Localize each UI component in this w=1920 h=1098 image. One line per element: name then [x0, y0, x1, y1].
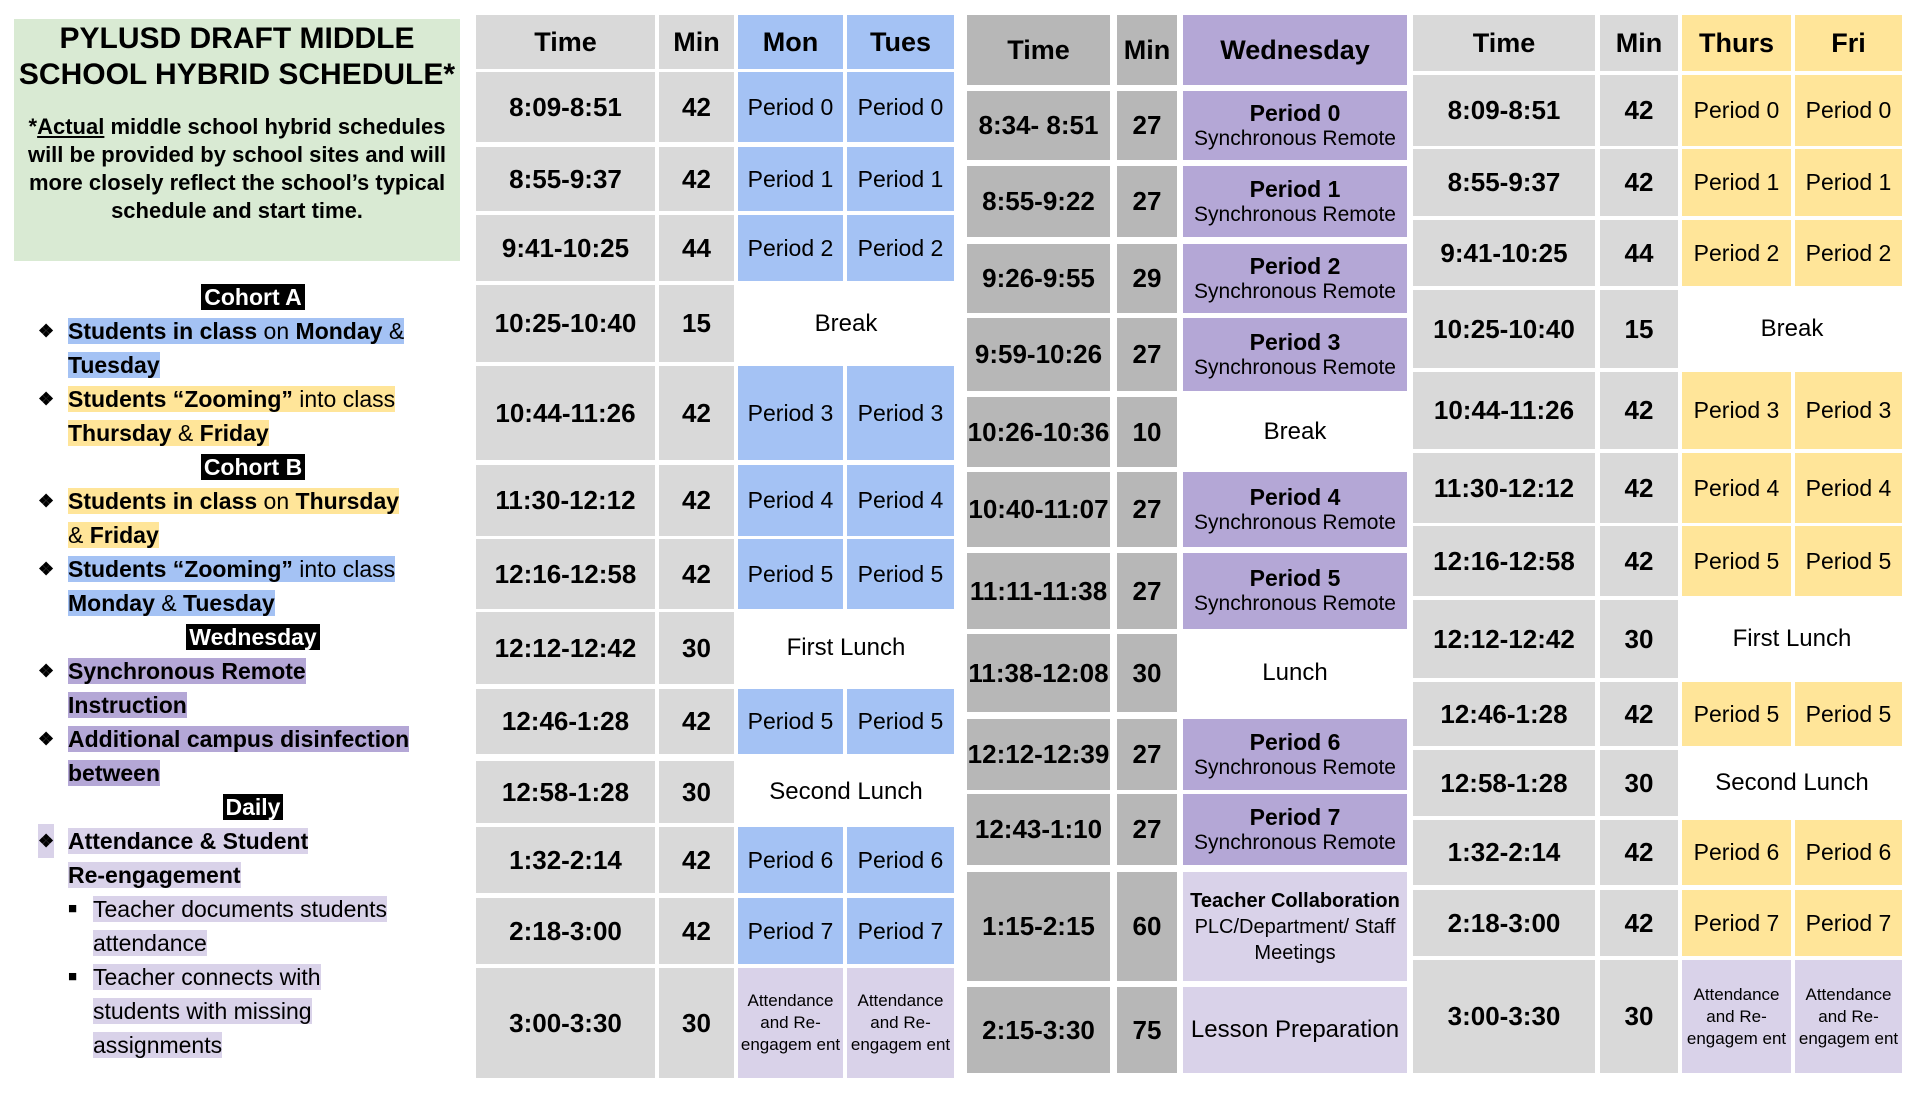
period-mode: Synchronous Remote: [1194, 126, 1396, 150]
period-cell: Period 3: [1682, 372, 1791, 449]
minutes-cell: 42: [659, 465, 734, 536]
period-title: Period 4: [1249, 483, 1341, 510]
title-note: [18, 113, 456, 225]
minutes-cell: 27: [1117, 472, 1177, 547]
square-bullet-icon: ■: [68, 900, 78, 917]
time-cell: 12:12-12:42: [1413, 600, 1595, 678]
period-title: Period 5: [1249, 565, 1341, 591]
collab-title: Teacher Collaboration: [1190, 889, 1400, 912]
time-cell: 12:16-12:58: [476, 539, 655, 609]
period-cell: Period 5: [1795, 526, 1902, 596]
break-cell: First Lunch: [738, 612, 954, 684]
period-cell: Period 0: [1795, 75, 1902, 146]
period-cell: Period 6: [1682, 820, 1791, 885]
period-cell: Period 3: [1795, 372, 1902, 449]
attendance-cell: Attendance and Re-engagem ent: [1682, 960, 1791, 1073]
time-cell: 8:09-8:51: [1413, 75, 1595, 146]
break-cell: First Lunch: [1682, 600, 1902, 678]
thufri-header-1: Min: [1600, 15, 1678, 71]
attendance-cell: Attendance and Re-engagem ent: [738, 968, 843, 1078]
break-cell: Second Lunch: [738, 761, 954, 823]
time-cell: 11:11-11:38: [967, 553, 1110, 629]
legend-header-cohort-b: Cohort B: [38, 450, 468, 484]
period-cell: Period 5: [738, 539, 843, 609]
time-cell: 10:25-10:40: [1413, 290, 1595, 368]
period-cell: Period 5: [1682, 526, 1791, 596]
minutes-cell: 42: [1600, 149, 1678, 216]
wed-header-2: Wednesday: [1183, 15, 1407, 85]
period-cell: Period 3: [738, 366, 843, 460]
collab-detail: PLC/Department/ Staff Meetings: [1194, 915, 1396, 964]
break-cell: Break: [1183, 397, 1407, 467]
period-title: Period 3: [1249, 328, 1341, 355]
period-cell: Period 5: [847, 539, 954, 609]
wed-header-0: Time: [967, 15, 1110, 85]
wed-period-cell: [1183, 166, 1407, 237]
legend-header-wednesday: Wednesday: [38, 620, 468, 654]
break-cell: Break: [738, 285, 954, 362]
time-cell: 8:55-9:22: [967, 166, 1110, 237]
period-cell: Period 1: [1682, 149, 1791, 216]
time-cell: 11:30-12:12: [476, 465, 655, 536]
wed-period-cell: [1183, 318, 1407, 391]
period-cell: Period 0: [1682, 75, 1791, 146]
time-cell: 9:26-9:55: [967, 244, 1110, 313]
period-cell: Period 6: [1795, 820, 1902, 885]
period-cell: Period 5: [1682, 682, 1791, 746]
time-cell: 10:44-11:26: [476, 366, 655, 460]
montue-header-0: Time: [476, 15, 655, 69]
minutes-cell: 42: [1600, 526, 1678, 596]
diamond-bullet-icon: ❖: [38, 729, 55, 749]
time-cell: 12:46-1:28: [476, 689, 655, 754]
period-cell: Period 2: [738, 215, 843, 281]
time-cell: 12:58-1:28: [1413, 750, 1595, 816]
period-title: Period 2: [1249, 252, 1341, 279]
period-cell: Period 6: [738, 827, 843, 893]
period-mode: Synchronous Remote: [1194, 510, 1396, 534]
minutes-cell: 15: [1600, 290, 1678, 368]
minutes-cell: 27: [1117, 91, 1177, 160]
period-cell: Period 2: [847, 215, 954, 281]
minutes-cell: 42: [659, 539, 734, 609]
square-bullet-icon: ■: [68, 968, 78, 985]
minutes-cell: 27: [1117, 553, 1177, 629]
legend-subitem: ■ Teacher connects with students with missing assignments: [38, 960, 468, 1062]
minutes-cell: 42: [659, 366, 734, 460]
period-cell: Period 5: [847, 689, 954, 754]
period-cell: Period 7: [1795, 890, 1902, 956]
wed-period-cell: [1183, 244, 1407, 313]
diamond-bullet-icon: ❖: [38, 824, 54, 858]
time-cell: 12:12-12:42: [476, 612, 655, 684]
minutes-cell: 42: [1600, 890, 1678, 956]
thufri-header-3: Fri: [1795, 15, 1902, 71]
legend-item: ❖ Students in class on Thursday & Friday: [38, 484, 468, 552]
legend-header-daily: Daily: [38, 790, 468, 824]
wed-period-cell: [1183, 719, 1407, 790]
minutes-cell: 60: [1117, 872, 1177, 981]
time-cell: 8:34- 8:51: [967, 91, 1110, 160]
minutes-cell: 29: [1117, 244, 1177, 313]
legend-item: ❖ Students “Zooming” into class Thursday & Friday: [38, 382, 468, 450]
montue-header-2: Mon: [738, 15, 843, 69]
time-cell: 1:15-2:15: [967, 872, 1110, 981]
legend-item: ❖ Additional campus disinfection between: [38, 722, 468, 790]
minutes-cell: 30: [1600, 960, 1678, 1073]
break-cell: Break: [1682, 290, 1902, 368]
note-underlined: Actual: [37, 114, 105, 139]
period-title: Period 0: [1249, 99, 1341, 126]
minutes-cell: 42: [1600, 820, 1678, 885]
time-cell: 3:00-3:30: [476, 968, 655, 1078]
time-cell: 2:15-3:30: [967, 987, 1110, 1073]
period-cell: Period 7: [847, 898, 954, 964]
period-cell: Period 7: [738, 898, 843, 964]
time-cell: 12:46-1:28: [1413, 682, 1595, 746]
time-cell: 12:12-12:39: [967, 719, 1110, 790]
wed-period-cell: [1183, 794, 1407, 865]
minutes-cell: 30: [1600, 600, 1678, 678]
time-cell: 3:00-3:30: [1413, 960, 1595, 1073]
time-cell: 11:30-12:12: [1413, 453, 1595, 523]
minutes-cell: 30: [659, 761, 734, 823]
period-cell: Period 0: [847, 72, 954, 142]
time-cell: 8:55-9:37: [1413, 149, 1595, 216]
time-cell: 1:32-2:14: [476, 827, 655, 893]
period-cell: Period 7: [1682, 890, 1791, 956]
period-cell: Period 5: [738, 689, 843, 754]
wed-period-cell: [1183, 472, 1407, 547]
period-cell: Period 1: [738, 147, 843, 211]
minutes-cell: 27: [1117, 719, 1177, 790]
thufri-header-2: Thurs: [1682, 15, 1791, 71]
period-cell: Period 4: [1795, 453, 1902, 523]
period-title: Period 7: [1249, 803, 1341, 830]
time-cell: 9:41-10:25: [1413, 220, 1595, 286]
time-cell: 10:25-10:40: [476, 285, 655, 362]
attendance-cell: Attendance and Re-engagem ent: [847, 968, 954, 1078]
attendance-cell: Attendance and Re-engagem ent: [1795, 960, 1902, 1073]
minutes-cell: 75: [1117, 987, 1177, 1073]
minutes-cell: 42: [659, 827, 734, 893]
diamond-bullet-icon: ❖: [38, 321, 55, 341]
minutes-cell: 42: [1600, 682, 1678, 746]
wed-header-1: Min: [1117, 15, 1177, 85]
title-box: [14, 19, 460, 261]
wed-period-cell: [1183, 553, 1407, 629]
minutes-cell: 15: [659, 285, 734, 362]
minutes-cell: 30: [1600, 750, 1678, 816]
legend-item: ❖ Students “Zooming” into class Monday & Tuesday: [38, 552, 468, 620]
note-asterisk: *: [28, 114, 38, 139]
period-title: Period 1: [1249, 175, 1341, 202]
period-mode: Synchronous Remote: [1194, 355, 1396, 379]
time-cell: 9:41-10:25: [476, 215, 655, 281]
time-cell: 10:44-11:26: [1413, 372, 1595, 449]
note-text: middle school hybrid schedules will be provided by school sites and will more closely reflect the school’s typical schedule and start time.: [27, 114, 447, 223]
break-cell: Second Lunch: [1682, 750, 1902, 816]
page-title: PYLUSD DRAFT MIDDLE SCHOOL HYBRID SCHEDULE*: [18, 22, 456, 91]
time-cell: 12:43-1:10: [967, 794, 1110, 865]
minutes-cell: 44: [1600, 220, 1678, 286]
minutes-cell: 42: [659, 147, 734, 211]
minutes-cell: 27: [1117, 166, 1177, 237]
period-cell: Period 6: [847, 827, 954, 893]
minutes-cell: 42: [1600, 75, 1678, 146]
time-cell: 12:58-1:28: [476, 761, 655, 823]
period-cell: Period 4: [1682, 453, 1791, 523]
time-cell: 8:09-8:51: [476, 72, 655, 142]
diamond-bullet-icon: ❖: [38, 389, 55, 409]
minutes-cell: 42: [1600, 372, 1678, 449]
time-cell: 9:59-10:26: [967, 318, 1110, 391]
time-cell: 2:18-3:00: [476, 898, 655, 964]
minutes-cell: 27: [1117, 794, 1177, 865]
legend-header-cohort-a: Cohort A: [38, 280, 468, 314]
period-cell: Period 4: [847, 465, 954, 536]
legend-subitem: ■ Teacher documents students attendance: [38, 892, 468, 960]
legend-item: ❖ Synchronous Remote Instruction: [38, 654, 468, 722]
wed-period-cell: [1183, 91, 1407, 160]
period-title: Period 6: [1249, 728, 1341, 755]
period-cell: Period 2: [1795, 220, 1902, 286]
period-mode: Synchronous Remote: [1194, 755, 1396, 779]
period-cell: Period 0: [738, 72, 843, 142]
break-cell: Lunch: [1183, 634, 1407, 712]
period-mode: Synchronous Remote: [1194, 592, 1396, 615]
montue-header-1: Min: [659, 15, 734, 69]
minutes-cell: 42: [1600, 453, 1678, 523]
minutes-cell: 10: [1117, 397, 1177, 467]
minutes-cell: 42: [659, 72, 734, 142]
period-mode: Synchronous Remote: [1194, 830, 1396, 854]
period-cell: Period 1: [847, 147, 954, 211]
time-cell: 10:40-11:07: [967, 472, 1110, 547]
period-cell: Period 2: [1682, 220, 1791, 286]
minutes-cell: 27: [1117, 318, 1177, 391]
period-cell: Period 4: [738, 465, 843, 536]
minutes-cell: 42: [659, 689, 734, 754]
legend-item: ❖ Students in class on Monday & Tuesday: [38, 314, 468, 382]
diamond-bullet-icon: ❖: [38, 559, 55, 579]
minutes-cell: 44: [659, 215, 734, 281]
montue-header-3: Tues: [847, 15, 954, 69]
time-cell: 2:18-3:00: [1413, 890, 1595, 956]
period-cell: Period 3: [847, 366, 954, 460]
thufri-header-0: Time: [1413, 15, 1595, 71]
diamond-bullet-icon: ❖: [38, 661, 55, 681]
minutes-cell: 42: [659, 898, 734, 964]
minutes-cell: 30: [659, 968, 734, 1078]
lesson-prep-cell: Lesson Preparation: [1183, 987, 1407, 1073]
minutes-cell: 30: [1117, 634, 1177, 712]
period-mode: Synchronous Remote: [1194, 279, 1396, 303]
legend: [38, 280, 468, 1062]
time-cell: 8:55-9:37: [476, 147, 655, 211]
collaboration-cell: [1183, 872, 1407, 981]
diamond-bullet-icon: ❖: [38, 491, 55, 511]
legend-item: ❖ Attendance & Student Re-engagement: [38, 824, 468, 892]
time-cell: 11:38-12:08: [967, 634, 1110, 712]
period-mode: Synchronous Remote: [1194, 202, 1396, 226]
time-cell: 12:16-12:58: [1413, 526, 1595, 596]
minutes-cell: 30: [659, 612, 734, 684]
period-cell: Period 1: [1795, 149, 1902, 216]
time-cell: 10:26-10:36: [967, 397, 1110, 467]
time-cell: 1:32-2:14: [1413, 820, 1595, 885]
period-cell: Period 5: [1795, 682, 1902, 746]
